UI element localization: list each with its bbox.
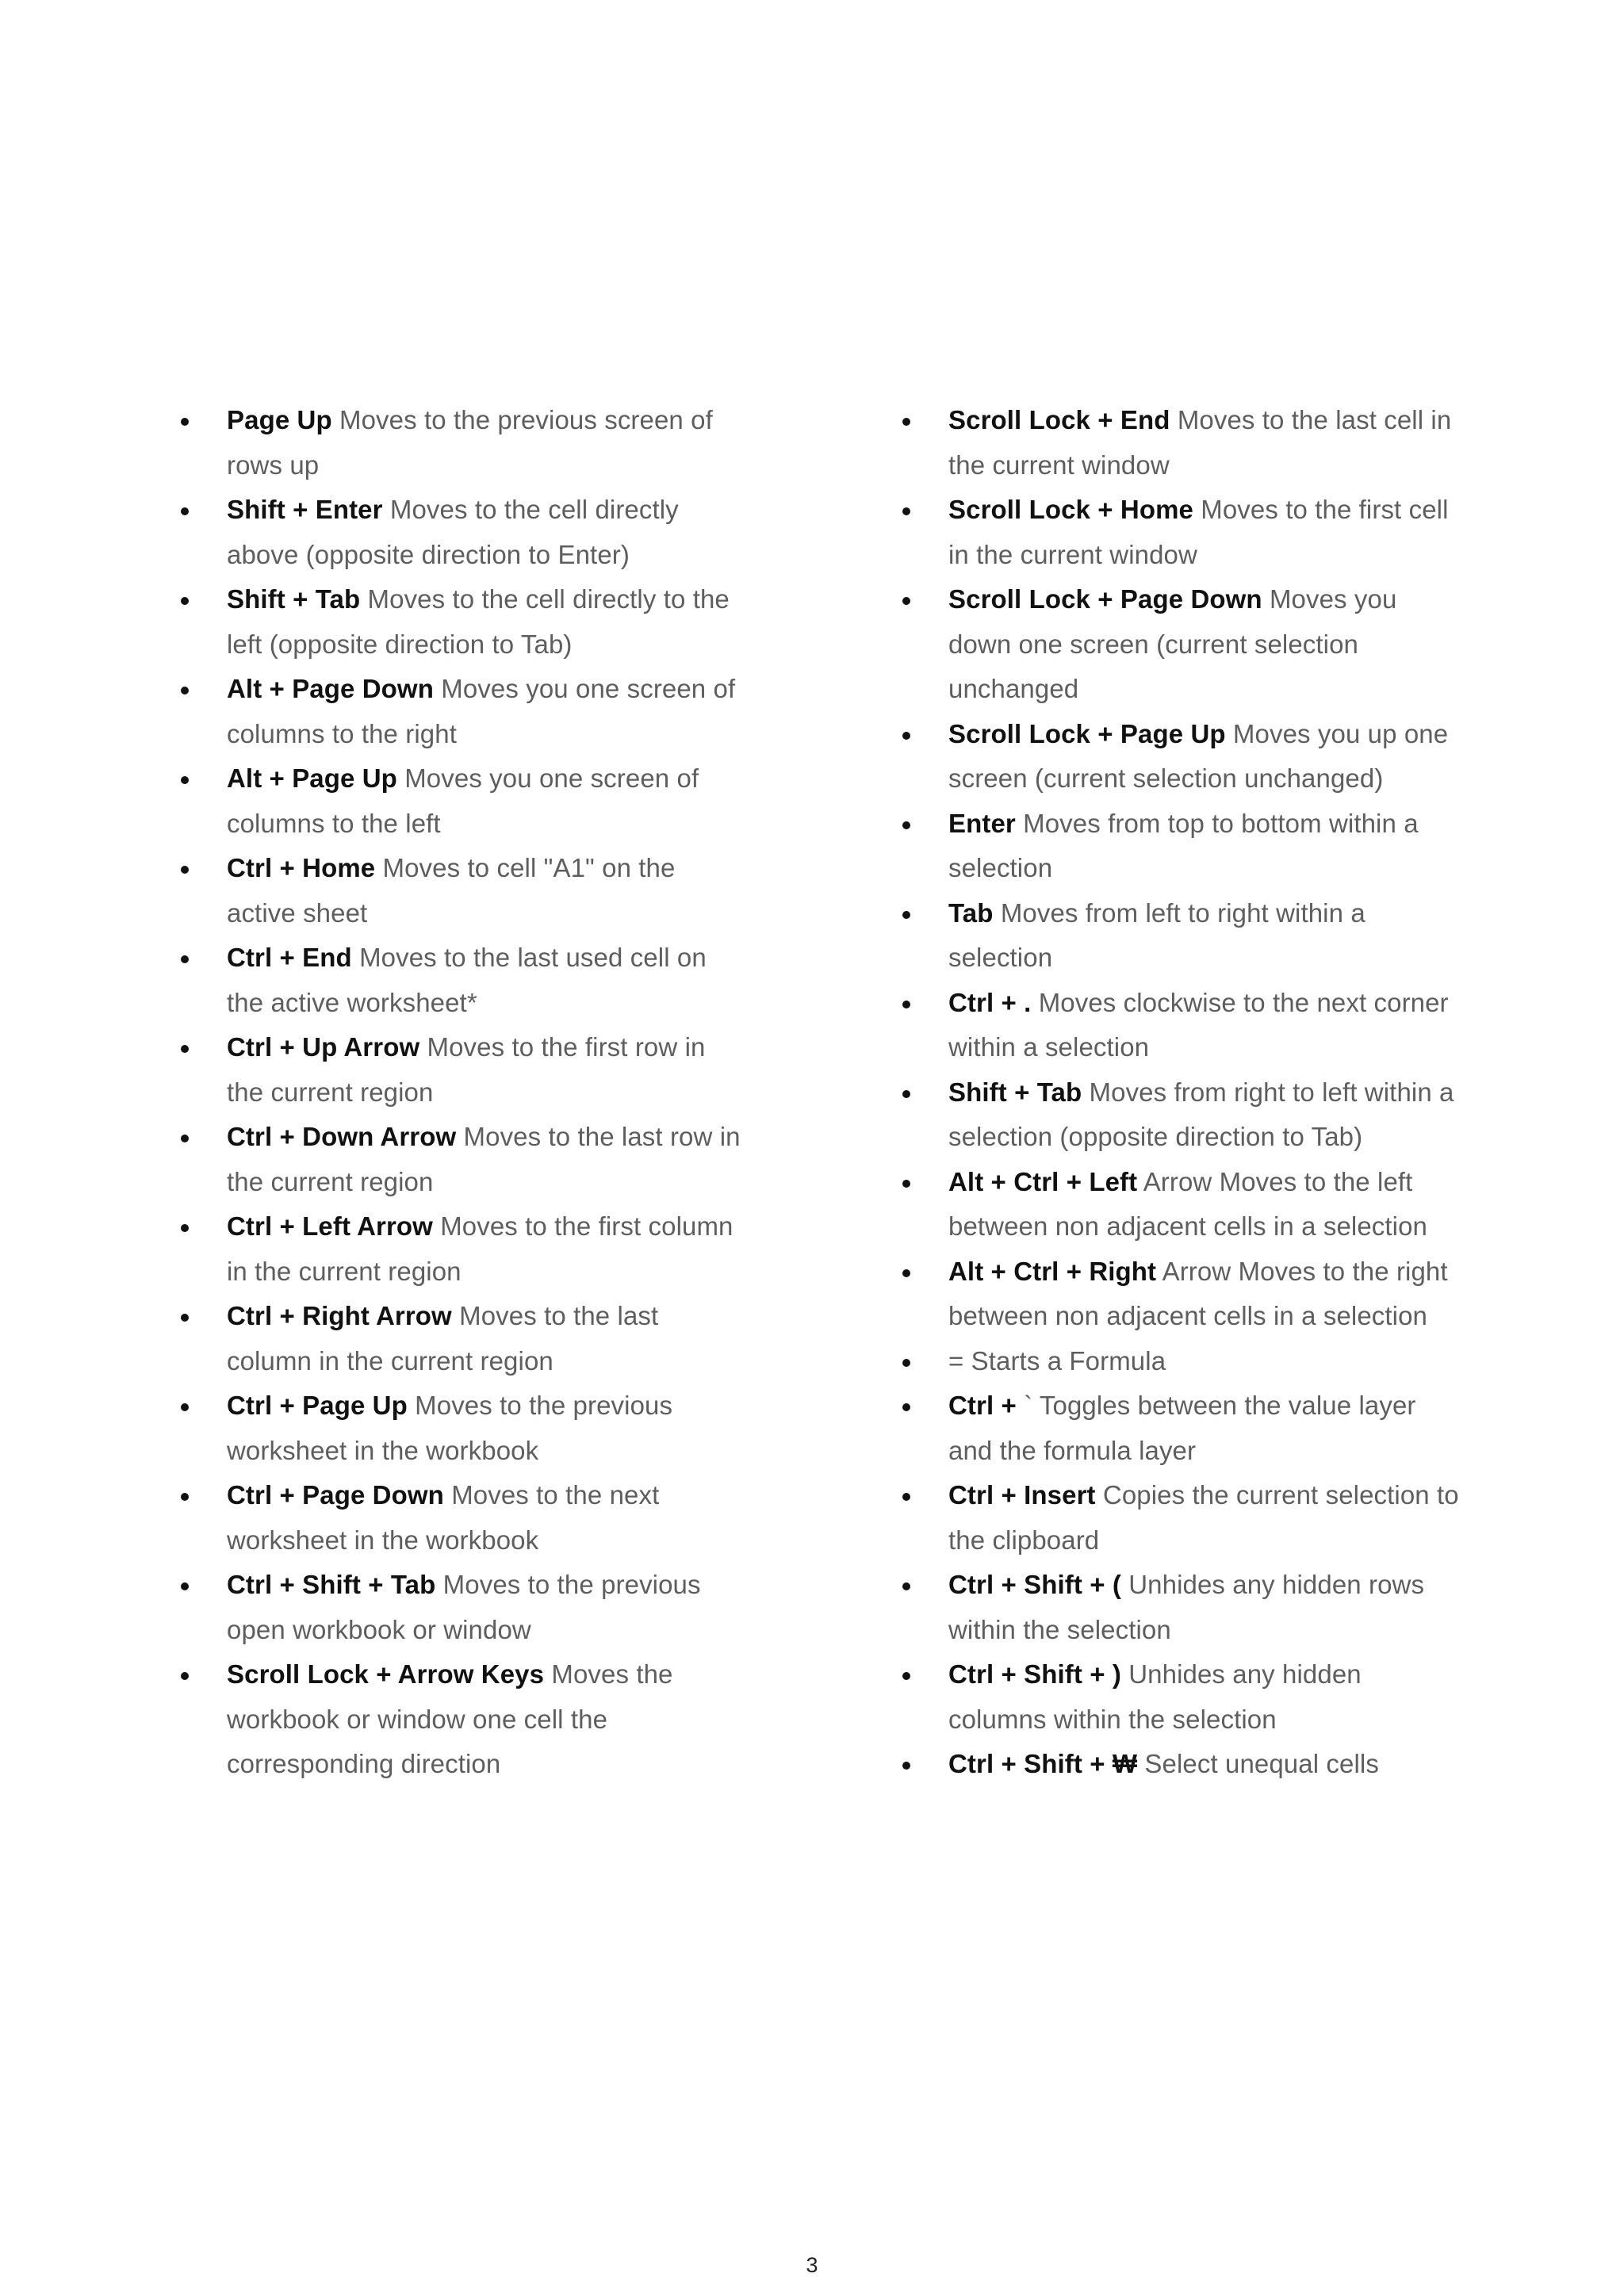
shortcut-description: Copies the current selection to the clipboard <box>948 1480 1459 1555</box>
shortcut-item <box>170 1025 741 1115</box>
shortcut-key: Ctrl + Shift + ( <box>948 1570 1121 1599</box>
shortcut-description: Moves to the last row in the current region <box>227 1122 741 1196</box>
bullet-icon <box>902 1180 910 1188</box>
bullet-icon <box>902 1403 910 1411</box>
shortcut-key: Enter <box>948 808 1016 838</box>
bullet-icon <box>181 418 189 426</box>
shortcut-key: Scroll Lock + End <box>948 405 1170 434</box>
bullet-icon <box>902 1090 910 1098</box>
bullet-icon <box>181 866 189 874</box>
shortcut-key: Shift + Tab <box>948 1077 1082 1107</box>
shortcut-key: Tab <box>948 897 994 928</box>
bullet-icon <box>902 418 910 426</box>
shortcut-key: Shift + Enter <box>227 495 383 524</box>
shortcut-description: Moves you one screen of columns to the left <box>227 763 699 838</box>
shortcut-item <box>891 1070 1462 1160</box>
bullet-icon <box>902 1672 910 1680</box>
shortcut-item <box>891 1742 1462 1787</box>
shortcut-key: Alt + Ctrl + Right <box>948 1256 1157 1286</box>
bullet-icon <box>902 1269 910 1277</box>
shortcut-item <box>170 1204 741 1294</box>
shortcut-key: Scroll Lock + Arrow Keys <box>227 1659 545 1689</box>
bullet-icon <box>181 1314 189 1322</box>
shortcut-key: Ctrl + Insert <box>948 1480 1096 1510</box>
shortcut-description: Unhides any hidden columns within the selection <box>948 1659 1362 1734</box>
bullet-icon <box>181 1672 189 1680</box>
bullet-icon <box>902 821 910 829</box>
bullet-icon <box>181 776 189 784</box>
shortcut-key: Ctrl + Up Arrow <box>227 1032 420 1062</box>
shortcut-item <box>891 1249 1462 1339</box>
shortcut-description: Moves to the previous open workbook or window <box>227 1570 701 1644</box>
shortcut-description: Moves to the first row in the current region <box>227 1032 706 1107</box>
bullet-icon <box>902 1493 910 1501</box>
shortcut-item <box>891 1652 1462 1742</box>
shortcut-key: Alt + Ctrl + Left <box>948 1166 1138 1196</box>
shortcut-key: Ctrl + Shift + Tab <box>227 1570 436 1599</box>
shortcut-key: Ctrl + Home <box>227 853 376 882</box>
bullet-icon <box>181 1403 189 1411</box>
shortcut-description: Arrow Moves to the left between non adjacent cells in a selection <box>948 1166 1427 1241</box>
shortcut-key: Ctrl + Shift + ) <box>948 1659 1121 1689</box>
shortcut-item <box>170 1563 741 1652</box>
shortcut-key: Alt + Page Down <box>227 674 434 703</box>
shortcut-description: Moves to the next worksheet in the workbook <box>227 1480 660 1555</box>
shortcut-item <box>891 577 1462 712</box>
shortcut-key: Ctrl + . <box>948 987 1032 1017</box>
shortcut-key: Alt + Page Up <box>227 763 397 793</box>
bullet-icon <box>181 955 189 963</box>
bullet-icon <box>181 507 189 515</box>
bullet-icon <box>902 507 910 515</box>
shortcut-description: Moves from right to left within a selection (opposite direction to Tab) <box>948 1077 1454 1151</box>
shortcut-description: Moves to the first cell in the current window <box>948 495 1449 569</box>
shortcut-description: Moves to the last cell in the current window <box>948 405 1452 480</box>
bullet-icon <box>902 732 910 740</box>
bullet-icon <box>902 1762 910 1770</box>
shortcut-item <box>170 1652 741 1787</box>
shortcut-item <box>170 756 741 846</box>
shortcut-description: = Starts a Formula <box>948 1345 1166 1376</box>
shortcut-description: Moves to the last column in the current region <box>227 1301 659 1376</box>
shortcut-item <box>891 712 1462 802</box>
shortcut-description: Moves from top to bottom within a selection <box>948 808 1419 882</box>
shortcut-description: Unhides any hidden rows within the selection <box>948 1570 1425 1644</box>
shortcut-item <box>170 1383 741 1473</box>
shortcut-description: Select unequal cells <box>1144 1749 1379 1778</box>
shortcut-description: Moves you down one screen (current selection unchanged <box>948 584 1397 703</box>
shortcut-description: Moves to the previous screen of rows up <box>227 405 713 480</box>
shortcut-key: Ctrl + Down Arrow <box>227 1122 457 1151</box>
shortcut-key: Ctrl + Shift + ₩ <box>948 1749 1138 1778</box>
shortcut-item <box>170 488 741 577</box>
bullet-icon <box>181 1582 189 1590</box>
bullet-icon <box>181 687 189 695</box>
shortcut-item <box>891 488 1462 577</box>
shortcut-item <box>170 846 741 936</box>
shortcut-key: Ctrl + Page Up <box>227 1391 408 1420</box>
shortcut-item <box>891 802 1462 891</box>
page-number: 3 <box>806 2253 818 2277</box>
shortcut-item <box>891 398 1462 488</box>
shortcut-description: Moves to the previous worksheet in the workbook <box>227 1391 673 1465</box>
bullet-icon <box>181 1135 189 1142</box>
bullet-icon <box>181 1045 189 1053</box>
shortcut-key: Scroll Lock + Home <box>948 495 1193 524</box>
shortcut-item <box>170 1115 741 1204</box>
shortcut-item <box>170 1473 741 1563</box>
shortcut-description: Moves from left to right within a selection <box>948 897 1365 972</box>
shortcut-item <box>170 1294 741 1383</box>
shortcut-description: Moves to the last used cell on the active worksheet* <box>227 943 707 1017</box>
bullet-icon <box>902 1582 910 1590</box>
shortcut-description: Moves clockwise to the next corner within a selection <box>948 987 1449 1062</box>
bullet-icon <box>902 1001 910 1008</box>
shortcut-description: Moves the workbook or window one cell the corresponding direction <box>227 1659 673 1778</box>
shortcut-key: Page Up <box>227 405 332 434</box>
left-shortcut-list <box>170 398 741 1787</box>
shortcut-item <box>891 1160 1462 1249</box>
shortcut-item <box>170 936 741 1025</box>
shortcut-item <box>891 981 1462 1070</box>
right-shortcut-list <box>891 398 1462 1787</box>
bullet-icon <box>181 597 189 605</box>
shortcut-key: Ctrl + Left Arrow <box>227 1211 433 1241</box>
shortcut-key: Shift + Tab <box>227 584 361 614</box>
shortcut-description: Moves to the cell directly above (opposite direction to Enter) <box>227 495 679 569</box>
shortcut-item <box>891 1473 1462 1563</box>
shortcut-description: Arrow Moves to the right between non adjacent cells in a selection <box>948 1256 1448 1330</box>
shortcut-description: Moves to cell "A1" on the active sheet <box>227 853 676 928</box>
bullet-icon <box>902 911 910 919</box>
shortcut-key: Ctrl + End <box>227 943 352 972</box>
bullet-icon <box>181 1224 189 1232</box>
bullet-icon <box>902 597 910 605</box>
shortcut-item <box>891 1563 1462 1652</box>
shortcut-description: Moves you up one screen (current selection unchanged) <box>948 718 1449 793</box>
shortcut-item <box>891 1339 1462 1384</box>
bullet-icon <box>181 1493 189 1501</box>
shortcut-item <box>170 398 741 488</box>
shortcut-key: Scroll Lock + Page Down <box>948 584 1262 614</box>
shortcut-item <box>891 891 1462 981</box>
shortcut-description: Moves to the first column in the current region <box>227 1211 733 1286</box>
shortcut-key: Ctrl + Right Arrow <box>227 1301 452 1330</box>
bullet-icon <box>902 1359 910 1367</box>
shortcut-description: Moves you one screen of columns to the right <box>227 674 736 748</box>
shortcut-item <box>891 1383 1462 1473</box>
shortcut-key: Scroll Lock + Page Up <box>948 718 1226 748</box>
shortcut-description: Moves to the cell directly to the left (opposite direction to Tab) <box>227 584 730 659</box>
shortcut-item <box>170 667 741 756</box>
shortcut-key: Ctrl + <box>948 1391 1017 1420</box>
shortcut-key: Ctrl + Page Down <box>227 1480 444 1510</box>
shortcut-description: ` Toggles between the value layer and the formula layer <box>948 1391 1416 1465</box>
shortcut-item <box>170 577 741 667</box>
